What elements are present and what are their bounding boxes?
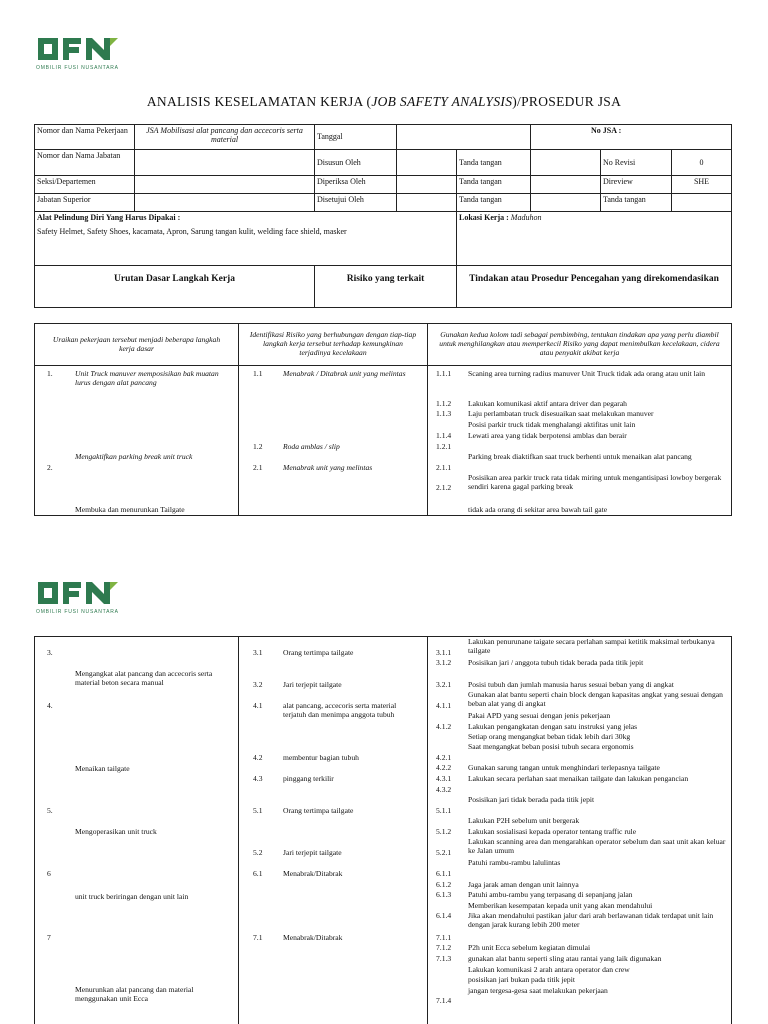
p1-risk-num: 2.1 (253, 463, 263, 472)
p1-ctrl-text: Laju perlambatan truck disesuaikan saat melakukan manuver (468, 409, 654, 418)
p2-ctrl-text: Lakukan P2H sebelum unit bergerak (468, 816, 580, 825)
p2-step-text: Menurunkan alat pancang dan material menggunakan unit Ecca (75, 985, 194, 1003)
p2-step-col (35, 637, 239, 1024)
p1-ctrl-num: 2.1.2 (436, 483, 452, 492)
p2-risk-text: Orang tertimpa tailgate (283, 806, 354, 815)
direview-label: Direview (601, 176, 672, 194)
jsa-header-table (34, 124, 732, 308)
no-revisi-value: 0 (672, 150, 732, 176)
logo-tagline: OMBILIR FUSI NUSANTARA (36, 609, 119, 615)
p1-ctrl-text: Scaning area turning radius manuver Unit Truck tidak ada orang atau unit lain (468, 369, 706, 378)
p1-risk-text: Menabrak / Ditabrak unit yang melintas (283, 369, 406, 378)
tanda-tangan-2: Tanda tangan (457, 176, 531, 194)
p2-ctrl-text: Posisi tubuh dan jumlah manusia harus sesuai beban yang di angkat (468, 680, 674, 689)
title-suffix: )/PROSEDUR JSA (512, 94, 622, 109)
p1-ctrl-text: Posisikan area parkir truck rata tidak miring untuk mengantisipasi lowboy bergerak sendiri karena gagal parking break (468, 473, 722, 491)
p2-ctrl-num: 7.1.3 (436, 954, 452, 963)
p2-risk-num: 4.3 (253, 774, 263, 783)
p1-risk-num: 1.1 (253, 369, 263, 378)
p2-ctrl-text: Jika akan mendahului pastikan jalur dari arah berlawanan tidak terdapat unit lain dengan jarak kurang lebih 200 meter (468, 911, 714, 929)
tindakan-header: Tindakan atau Prosedur Pencegahan yang direkomendasikan (457, 266, 732, 308)
p1-ctrl-num: 2.1.1 (436, 463, 452, 472)
p1-ctrl-num: 1.1.2 (436, 399, 452, 408)
nama-jabatan-value[interactable] (135, 150, 315, 176)
title-prefix: ANALISIS KESELAMATAN KERJA ( (146, 94, 372, 109)
p1-ctrl-num: 1.2.1 (436, 442, 452, 451)
instr-col1: Uraikan pekerjaan tersebut menjadi beberapa langkah kerja dasar (35, 324, 239, 366)
p2-risk-text: Jari terjepit tailgate (283, 848, 342, 857)
p2-ctrl-num: 4.2.1 (436, 753, 452, 762)
no-revisi-label: No Revisi (601, 150, 672, 176)
p2-risk-text: Menabrak/Ditabrak (283, 869, 343, 878)
seksi-label: Seksi/Departemen (35, 176, 135, 194)
risiko-header: Risiko yang terkait (315, 266, 457, 308)
ofn-logo-icon (36, 34, 120, 64)
p2-ctrl-num: 7.1.2 (436, 943, 452, 952)
p1-ctrl-text: Posisi parkir truck tidak menghalangi aktifitas unit lain (468, 420, 636, 429)
seksi-value[interactable] (135, 176, 315, 194)
p2-ctrl-text: Posisikan jari / anggota tubuh tidak berada pada titik jepit (468, 658, 644, 667)
p2-ctrl-text: Lakukan penurunanе taigate secara perlahan sampai ketitik maksimal terbukanya tailgate (468, 637, 715, 655)
company-logo-page2 (36, 578, 120, 615)
p2-ctrl-num: 4.1.2 (436, 722, 452, 731)
p2-ctrl-col (428, 637, 732, 1024)
p1-risk-text: Roda amblas / slip (283, 442, 340, 451)
p1-ctrl-text: Lakukan komunikasi aktif antara driver dan pegarah (468, 399, 627, 408)
p2-ctrl-text: Patuhi rambu-rambu lalulintas (468, 858, 561, 867)
p2-risk-num: 3.1 (253, 648, 263, 657)
p2-ctrl-text: posisikan jari bukan pada titik jepit (468, 975, 575, 984)
tanggal-value[interactable] (397, 125, 531, 150)
p2-ctrl-num: 5.1.2 (436, 827, 452, 836)
p1-ctrl-text: tidak ada orang di sekitar area bawah tail gate (468, 505, 608, 514)
p2-ctrl-text: jangan tergesa-gesa saat melakukan pekerjaan (468, 986, 608, 995)
p2-ctrl-num: 7.1.1 (436, 933, 452, 942)
nama-pekerjaan-value: JSA Mobilisasi alat pancang dan accecoris serta material (135, 125, 315, 150)
lokasi-value: Maduhon (510, 213, 542, 222)
no-jsa-label: No JSA : (531, 125, 732, 150)
p2-ctrl-num: 6.1.3 (436, 890, 452, 899)
p1-risk-col (239, 366, 428, 516)
p2-risk-text: membentur bagian tubuh (283, 753, 359, 762)
p2-ctrl-num: 4.3.1 (436, 774, 452, 783)
p1-ctrl-num: 1.1.4 (436, 431, 452, 440)
p2-risk-num: 4.1 (253, 701, 263, 710)
p2-ctrl-num: 4.1.1 (436, 701, 452, 710)
p2-ctrl-text: gunakan alat bantu seperti sling atau rantai yang laik digunakan (468, 954, 662, 963)
lokasi-cell (457, 212, 732, 266)
apd-label: Alat Pelindung Diri Yang Harus Dipakai : (37, 213, 181, 222)
p2-ctrl-num: 3.2.1 (436, 680, 452, 689)
p2-ctrl-text: Pakai APD yang sesuai dengan jenis pekerjaan (468, 711, 611, 720)
p1-ctrl-text: Parking break diaktifkan saat truck berhenti untuk menaikan alat pancang (468, 452, 692, 461)
p2-ctrl-num: 3.1.2 (436, 658, 452, 667)
p2-step-text: Mengangkat alat pancang dan accecoris serta material beton secara manual (75, 669, 213, 687)
p2-ctrl-num: 6.1.2 (436, 880, 452, 889)
p2-risk-text: Jari terjepit tailgate (283, 680, 342, 689)
tanda-tangan-1-value[interactable] (531, 150, 601, 176)
tanda-tangan-3-value[interactable] (531, 194, 601, 212)
tanggal-label: Tanggal (315, 125, 397, 150)
p2-step-num: 4. (47, 701, 53, 710)
p2-ctrl-text: Patuhi ambu-rambu yang terpasang di sepanjang jalan (468, 890, 633, 899)
jabatan-superior-value[interactable] (135, 194, 315, 212)
nama-jabatan-label: Nomor dan Nama Jabatan (35, 150, 135, 176)
disusun-label: Disusun Oleh (315, 150, 397, 176)
p2-step-num: 5. (47, 806, 53, 815)
p2-risk-num: 7.1 (253, 933, 263, 942)
tanda-tangan-4: Tanda tangan (601, 194, 672, 212)
nama-pekerjaan-label: Nomor dan Nama Pekerjaan (35, 125, 135, 150)
p2-step-num: 3. (47, 648, 53, 657)
p2-risk-num: 4.2 (253, 753, 263, 762)
p2-ctrl-num: 7.1.4 (436, 996, 452, 1005)
p2-risk-num: 5.1 (253, 806, 263, 815)
p2-risk-text: alat pancang, accecoris serta material terjatuh dan menimpa anggota tubuh (283, 701, 397, 719)
p2-ctrl-text: P2h unit Ecca sebelum kegiatan dimulai (468, 943, 591, 952)
p2-ctrl-text: Saat mengangkat beban posisi tubuh secara ergonomis (468, 742, 634, 751)
title-italic: JOB SAFETY ANALYSIS (371, 94, 513, 109)
logo-tagline: OMBILIR FUSI NUSANTARA (36, 65, 119, 71)
diperiksa-label: Diperiksa Oleh (315, 176, 397, 194)
p2-ctrl-text: Gunakan sarung tangan untuk menghindari terlepasnya tailgate (468, 763, 660, 772)
instr-col2: Identifikasi Risiko yang berhubungan dengan tiap-tiap langkah kerja tersebut terhadap kemungkinan terjadinya kecelakaan (239, 324, 428, 366)
p2-step-num: 6 (47, 869, 51, 878)
document-title (0, 94, 768, 110)
p2-risk-num: 5.2 (253, 848, 263, 857)
p1-risk-text: Menabrak unit yang melintas (283, 463, 373, 472)
tanda-tangan-4-value[interactable] (672, 194, 732, 212)
p2-risk-text: pinggang terkilir (283, 774, 334, 783)
tanda-tangan-3: Tanda tangan (457, 194, 531, 212)
jabatan-superior-label: Jabatan Superior (35, 194, 135, 212)
company-logo (36, 34, 120, 71)
disetujui-value[interactable] (397, 194, 457, 212)
p2-ctrl-num: 5.1.1 (436, 806, 452, 815)
p2-ctrl-num: 4.2.2 (436, 763, 452, 772)
p2-ctrl-text: Lakukan secara perlahan saat menaikan tailgate dan lakukan pengancian (468, 774, 689, 783)
p2-ctrl-num: 5.2.1 (436, 848, 452, 857)
apd-cell (35, 212, 457, 266)
disusun-value[interactable] (397, 150, 457, 176)
p1-ctrl-text: Lewati area yang tidak berpotensi amblas dan berair (468, 431, 627, 440)
p2-ctrl-text: Jaga jarak aman dengan unit lainnya (468, 880, 579, 889)
p2-risk-text: Menabrak/Ditabrak (283, 933, 343, 942)
p2-ctrl-num: 6.1.1 (436, 869, 452, 878)
p2-step-num: 7 (47, 933, 51, 942)
p2-ctrl-num: 3.1.1 (436, 648, 452, 657)
p1-step-num: 1. (47, 369, 53, 378)
p1-risk-num: 1.2 (253, 442, 263, 451)
diperiksa-value[interactable] (397, 176, 457, 194)
lokasi-label: Lokasi Kerja : (459, 213, 509, 222)
p1-ctrl-col (428, 366, 732, 516)
p2-risk-num: 6.1 (253, 869, 263, 878)
p2-risk-col (239, 637, 428, 1024)
p1-step-num: 2. (47, 463, 53, 472)
p2-step-text: Menaikan tailgate (75, 764, 130, 773)
page1-steps-table (34, 365, 732, 516)
tanda-tangan-2-value[interactable] (531, 176, 601, 194)
disetujui-label: Disetujui Oleh (315, 194, 397, 212)
p2-ctrl-text: Lakukan sosialisasi kepada operator tentang traffic rule (468, 827, 637, 836)
apd-value: Safety Helmet, Safety Shoes, kacamata, Apron, Sarung tangan kulit, welding face shield, masker (37, 227, 347, 237)
instructions-table (34, 323, 732, 366)
instr-col3: Gunakan kedua kolom tadi sebagai pembimbing, tentukan tindakan apa yang perlu diambil untuk menghilangkan atau memperkecil Risiko yang dapat menimbulkan kecelakaan, cidera atau penyakit akibat kerja (428, 324, 732, 366)
p2-risk-text: Orang tertimpa tailgate (283, 648, 354, 657)
p2-ctrl-text: Lakukan scanning area dan mengarahkan operator sebelum dan saat unit akan keluar ke Jalan umum (468, 837, 726, 855)
p2-ctrl-num: 6.1.4 (436, 911, 452, 920)
p2-ctrl-num: 4.3.2 (436, 785, 452, 794)
p1-ctrl-num: 1.1.1 (436, 369, 452, 378)
page2-steps-table (34, 636, 732, 1024)
p2-ctrl-text: Lakukan pengangkatan dengan satu instruksi yang jelas (468, 722, 638, 731)
p2-step-text: unit truck beriringan dengan unit lain (75, 892, 189, 901)
p1-step-text: Mengaktifkan parking break unit truck (75, 452, 193, 461)
direview-value: SHE (672, 176, 732, 194)
p1-step-col (35, 366, 239, 516)
p2-ctrl-text: Gunakan alat bantu seperti chain block dengan kapasitas angkat yang sesuai dengan beban alat yang di angkat (468, 690, 723, 708)
p2-ctrl-text: Memberikan kesempatan kepada unit yang akan mendahului (468, 901, 653, 910)
p2-ctrl-text: Posisikan jari tidak berada pada titik jepit (468, 795, 595, 804)
p2-ctrl-text: Lakukan komunikasi 2 arah antara operator dan crew (468, 965, 630, 974)
p1-step-text: Membuka dan menurunkan Tailgate (75, 505, 185, 514)
ofn-logo-icon (36, 578, 120, 608)
p2-ctrl-text: Setiap orang mengangkat beban tidak lebih dari 30kg (468, 732, 631, 741)
p1-step-text: Unit Truck manuver memposisikan bak muatan lurus dengan alat pancang (75, 369, 219, 387)
urutan-header: Urutan Dasar Langkah Kerja (35, 266, 315, 308)
p2-risk-num: 3.2 (253, 680, 263, 689)
tanda-tangan-1: Tanda tangan (457, 150, 531, 176)
p2-step-text: Mengoperasikan unit truck (75, 827, 157, 836)
p1-ctrl-num: 1.1.3 (436, 409, 452, 418)
